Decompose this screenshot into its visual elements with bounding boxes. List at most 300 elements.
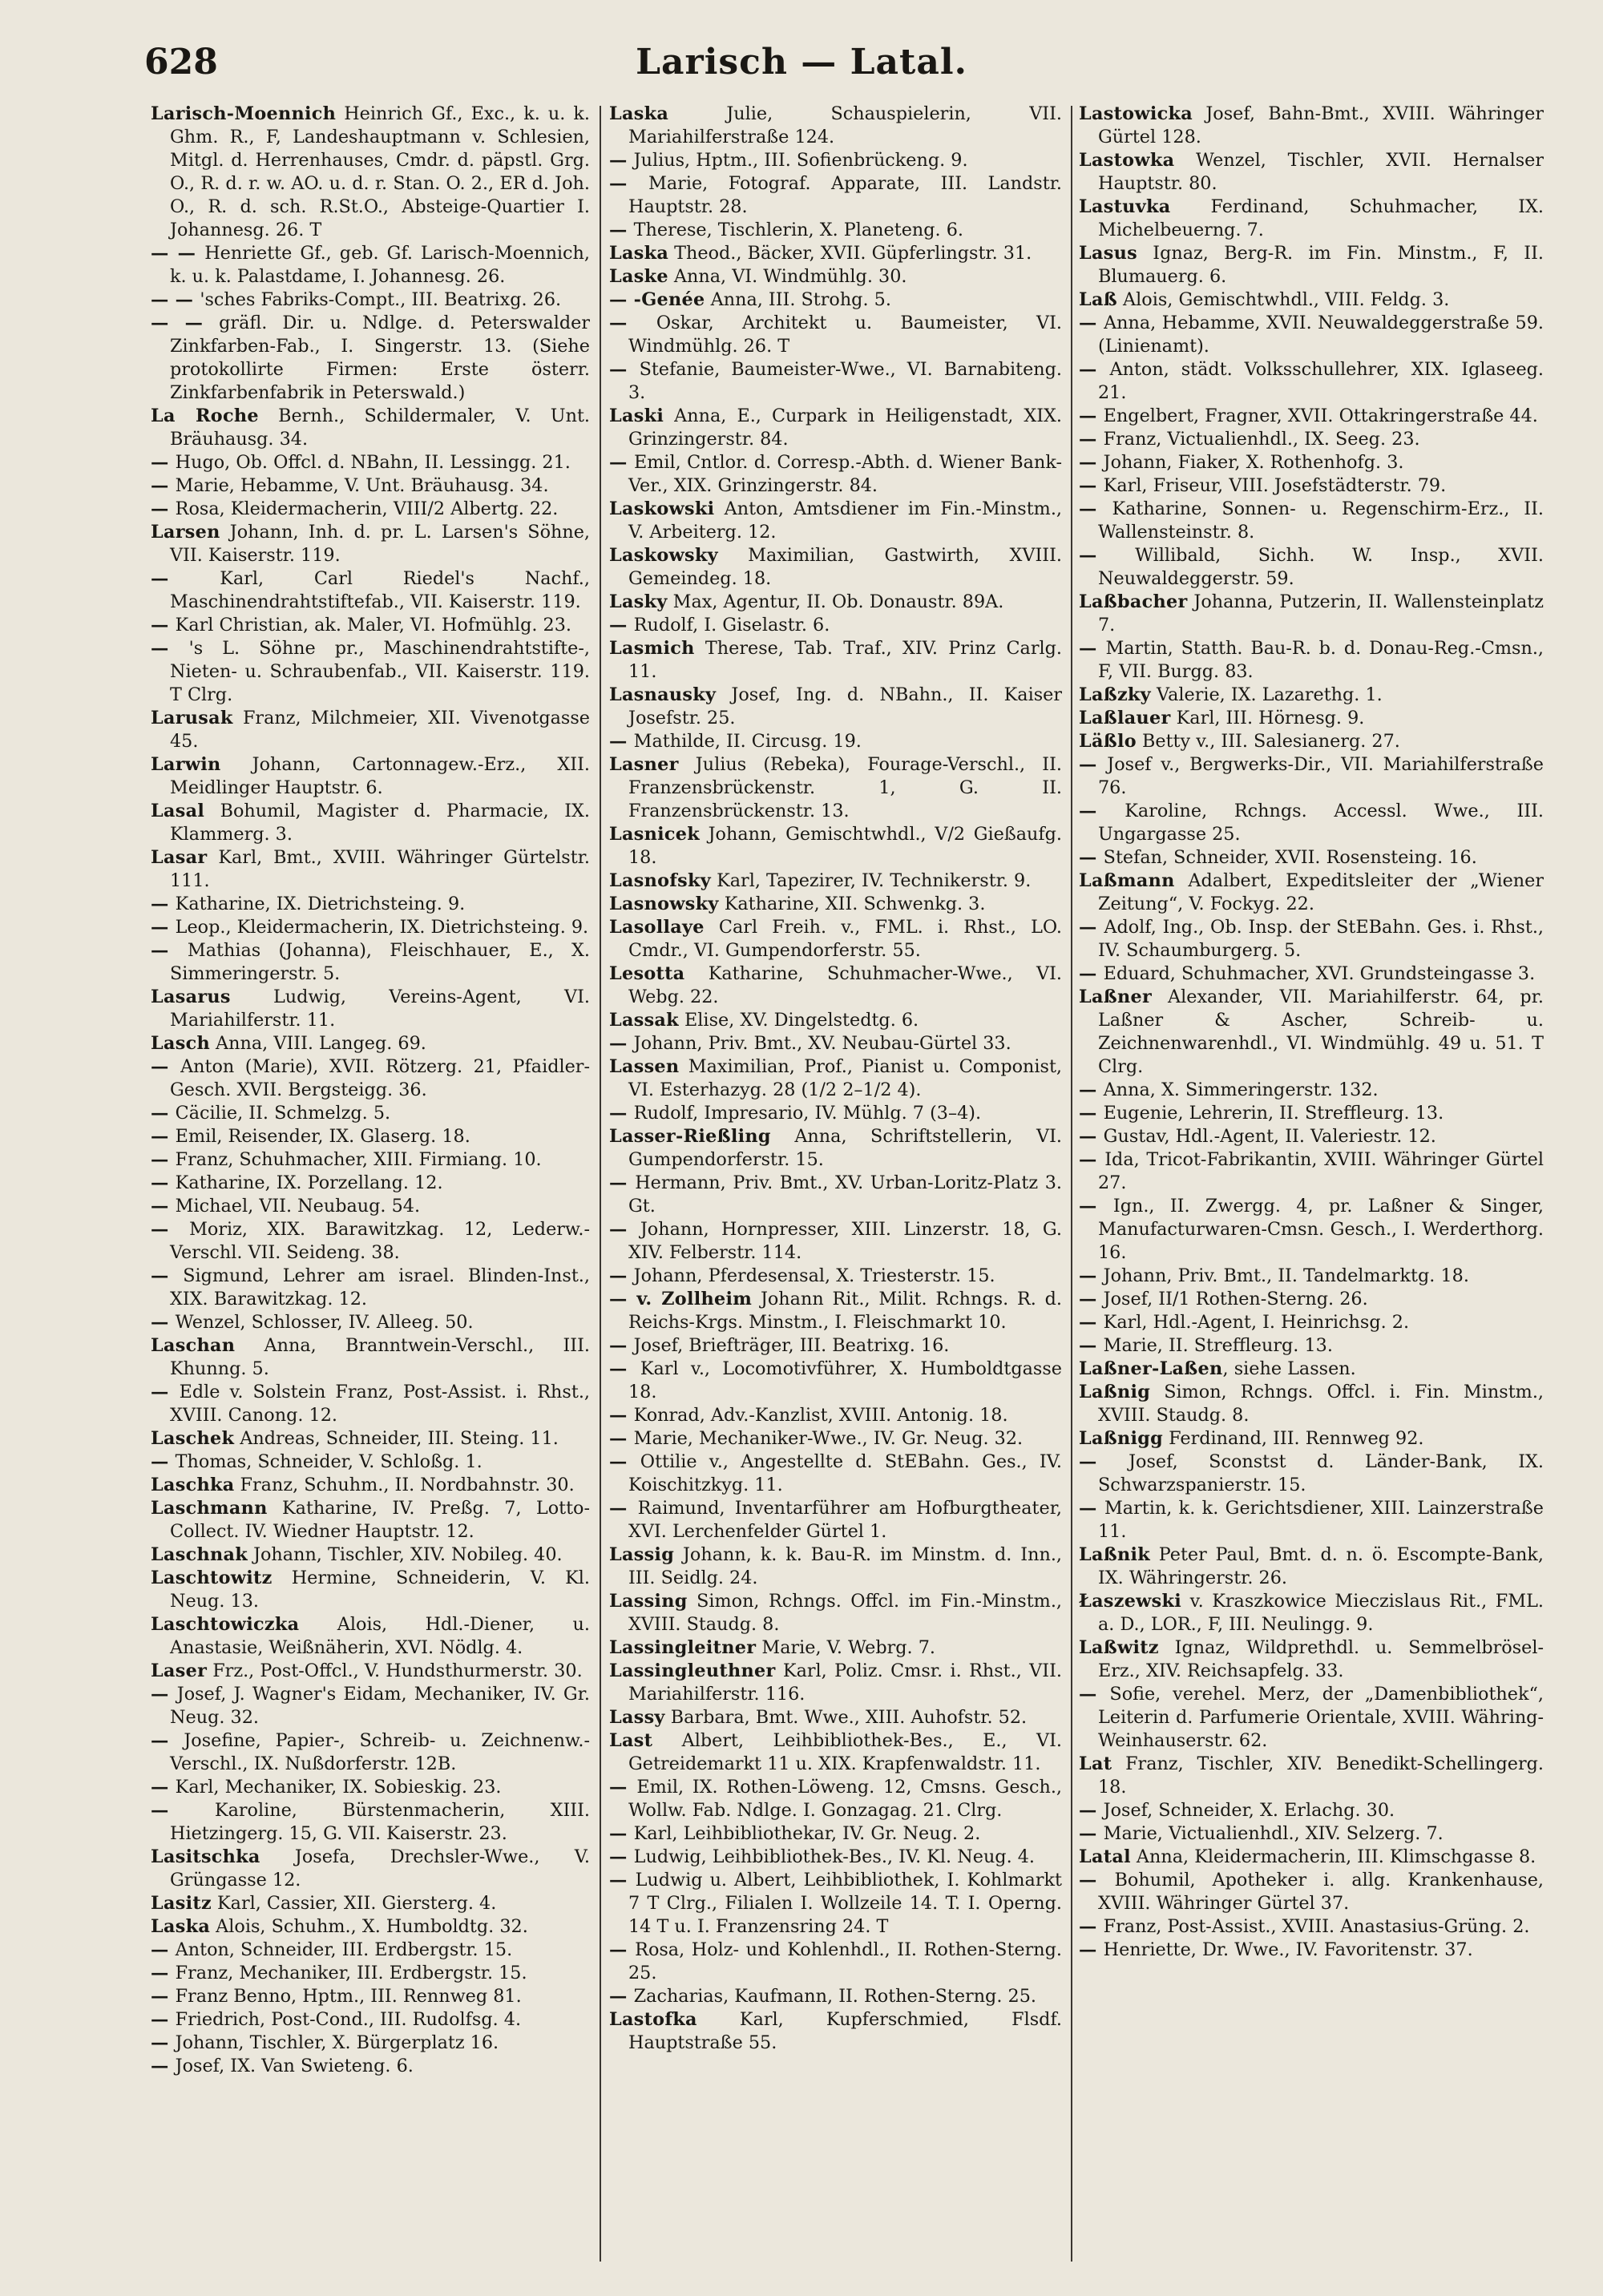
entry-details: Therese, Tischlerin, X. Planeteng. 6. bbox=[633, 220, 963, 240]
entry-details: Katharine, Schuhmacher-Wwe., VI. Webg. 22. bbox=[628, 963, 1062, 1007]
entry-surname: Lassing bbox=[609, 1591, 688, 1612]
entry-details: Rosa, Holz- und Kohlenhdl., II. Rothen-Sterng. 25. bbox=[628, 1939, 1062, 1983]
entry-surname: Laska bbox=[609, 243, 669, 264]
directory-entry bbox=[609, 1451, 1062, 1497]
directory-entry bbox=[1079, 103, 1544, 149]
directory-entry bbox=[1079, 312, 1544, 358]
entry-details: Raimund, Inventarführer am Hofburgtheater, XVI. Lerchenfelder Gürtel 1. bbox=[628, 1498, 1062, 1542]
entry-surname: Laßner bbox=[1079, 987, 1153, 1007]
directory-entry bbox=[1079, 591, 1544, 637]
directory-entry bbox=[1079, 405, 1544, 428]
directory-entry bbox=[609, 1009, 1062, 1032]
entry-details: Rudolf, Impresario, IV. Mühlg. 7 (3–4). bbox=[633, 1103, 982, 1124]
directory-entry bbox=[609, 219, 1062, 242]
directory-entry bbox=[151, 2008, 590, 2032]
directory-entry bbox=[609, 1822, 1062, 1846]
directory-entry bbox=[151, 1939, 590, 1962]
directory-entry bbox=[609, 358, 1062, 405]
entry-details: Marie, Victualienhdl., XIV. Selzerg. 7. bbox=[1103, 1823, 1444, 1844]
directory-entry bbox=[1079, 1334, 1544, 1358]
entry-details: Max, Agentur, II. Ob. Donaustr. 89A. bbox=[667, 591, 1004, 612]
directory-entry bbox=[151, 1334, 590, 1381]
directory-entry bbox=[151, 1613, 590, 1660]
entry-surname: Lasnicek bbox=[609, 824, 700, 845]
entry-surname: — bbox=[151, 894, 176, 914]
entry-details: Johanna, Putzerin, II. Wallensteinplatz 7. bbox=[1098, 591, 1544, 636]
entry-details: Therese, Tab. Traf., XIV. Prinz Carlg. 11. bbox=[628, 638, 1062, 682]
directory-entry bbox=[151, 1055, 590, 1102]
directory-entry bbox=[151, 637, 590, 707]
directory-entry bbox=[151, 1892, 590, 1915]
entry-details: 'sches Fabriks-Compt., III. Beatrixg. 26. bbox=[200, 289, 562, 310]
entry-details: Theod., Bäcker, XVII. Güpferlingstr. 31. bbox=[668, 243, 1032, 264]
entry-details: Anton (Marie), XVII. Rötzerg. 21, Pfaidler-Gesch. XVII. Bergsteigg. 36. bbox=[170, 1056, 590, 1100]
entry-surname: — bbox=[609, 1846, 634, 1867]
directory-entry bbox=[151, 1962, 590, 1985]
directory-entry bbox=[609, 753, 1062, 823]
entry-details: Hermann, Priv. Bmt., XV. Urban-Loritz-Platz 3. Gt. bbox=[628, 1172, 1062, 1217]
entry-details: Emil, Cntlor. d. Corresp.-Abth. d. Wiener Bank-Ver., XIX. Grinzingerstr. 84. bbox=[628, 452, 1062, 496]
entry-surname: — bbox=[609, 220, 634, 240]
directory-entry bbox=[151, 1148, 590, 1172]
directory-entry bbox=[1079, 1799, 1544, 1822]
entry-surname: Laßlauer bbox=[1079, 708, 1171, 728]
entry-surname: Laschmann bbox=[151, 1498, 268, 1519]
entry-details: Bohumil, Magister d. Pharmacie, IX. Klammerg. 3. bbox=[170, 801, 590, 845]
entry-surname: Lasitz bbox=[151, 1893, 212, 1914]
directory-entry bbox=[609, 591, 1062, 614]
directory-entry bbox=[151, 986, 590, 1032]
entry-details: Karl, Cassier, XII. Giersterg. 4. bbox=[211, 1893, 497, 1914]
directory-entry bbox=[151, 916, 590, 939]
entry-details: Johann, Priv. Bmt., II. Tandelmarktg. 18. bbox=[1103, 1265, 1469, 1286]
entry-surname: — bbox=[1079, 1289, 1104, 1309]
directory-entry bbox=[151, 1846, 590, 1892]
entry-details: Katharine, IV. Preßg. 7, Lotto-Collect. IV. Wiedner Hauptstr. 12. bbox=[170, 1498, 590, 1542]
entry-surname: Laßwitz bbox=[1079, 1637, 1159, 1658]
entry-surname: Lasus bbox=[1079, 243, 1137, 264]
entry-details: Johann, Fiaker, X. Rothenhofg. 3. bbox=[1103, 452, 1404, 473]
entry-details: Wenzel, Tischler, XVII. Hernalser Hauptstr. 80. bbox=[1098, 150, 1544, 194]
entry-surname: Lastofka bbox=[609, 2009, 697, 2030]
entry-surname: — bbox=[609, 1103, 634, 1124]
entry-details: Simon, Rchngs. Offcl. i. Fin. Minstm., XVIII. Staudg. 8. bbox=[1098, 1382, 1544, 1426]
directory-entry bbox=[151, 753, 590, 800]
directory-entry bbox=[1079, 986, 1544, 1079]
entry-surname: — bbox=[151, 1056, 181, 1077]
directory-entry bbox=[609, 1985, 1062, 2008]
entry-details: Ottilie v., Angestellte d. StEBahn. Ges., IV. Koischitzkyg. 11. bbox=[628, 1451, 1062, 1495]
entry-details: Maximilian, Prof., Pianist u. Componist, VI. Esterhazyg. 28 (1/2 2–1/2 4). bbox=[628, 1056, 1062, 1100]
entry-details: Johann, k. k. Bau-R. im Minstm. d. Inn., III. Seidlg. 24. bbox=[628, 1544, 1062, 1588]
entry-surname: — bbox=[609, 1870, 636, 1890]
column-divider bbox=[1071, 106, 1072, 2262]
directory-entry bbox=[1079, 358, 1544, 405]
entry-details: Franz, Tischler, XIV. Benedikt-Schellingerg. 18. bbox=[1098, 1753, 1544, 1798]
directory-entry bbox=[609, 1636, 1062, 1660]
directory-entry bbox=[609, 893, 1062, 916]
entry-surname: — bbox=[609, 452, 634, 473]
directory-entry bbox=[609, 614, 1062, 637]
entry-surname: Laska bbox=[151, 1916, 211, 1937]
directory-entry bbox=[151, 846, 590, 893]
entry-details: Katharine, IX. Porzellang. 12. bbox=[175, 1172, 443, 1193]
directory-entry bbox=[1079, 1288, 1544, 1311]
directory-entry bbox=[1079, 637, 1544, 684]
entry-surname: — bbox=[151, 2009, 176, 2030]
entry-details: Gustav, Hdl.-Agent, II. Valeriestr. 12. bbox=[1103, 1126, 1436, 1147]
entry-surname: — bbox=[151, 1382, 180, 1402]
entry-surname: Laßbacher bbox=[1079, 591, 1188, 612]
directory-entry bbox=[151, 1311, 590, 1334]
entry-details: Heinrich Gf., Exc., k. u. k. Ghm. R., F, Landeshauptmann v. Schlesien, Mitgl. d. Herrenhauses, Cmdr. d. päpstl. Grg. O., R. d. r. w. AO. u. d. r. Stan. O. 2., ER d. Joh. O., R. d. sch. R.St.O., Absteige-Quartier I. Johannesg. 26. T bbox=[170, 103, 590, 240]
entry-details: Bohumil, Apotheker i. allg. Krankenhause, XVIII. Währinger Gürtel 37. bbox=[1098, 1870, 1544, 1914]
directory-entry bbox=[609, 1590, 1062, 1636]
entry-details: Franz, Victualienhdl., IX. Seeg. 23. bbox=[1103, 429, 1420, 450]
entry-details: Anna, Kleidermacherin, III. Klimschgasse 8. bbox=[1130, 1846, 1536, 1867]
directory-entry bbox=[609, 498, 1062, 544]
entry-details: Ludwig, Vereins-Agent, VI. Mariahilferstr. 11. bbox=[170, 987, 590, 1031]
entry-surname: Lasnausky bbox=[609, 684, 717, 705]
entry-details: Leop., Kleidermacherin, IX. Dietrichsteing. 9. bbox=[175, 917, 589, 938]
entry-surname: Laßzky bbox=[1079, 684, 1151, 705]
entry-details: Alois, Gemischtwhdl., VIII. Feldg. 3. bbox=[1116, 289, 1450, 310]
directory-entry bbox=[151, 242, 590, 289]
entry-surname: — bbox=[151, 1684, 177, 1705]
column-left bbox=[151, 103, 590, 2258]
directory-entry bbox=[1079, 1311, 1544, 1334]
entry-surname: — bbox=[151, 1800, 215, 1821]
entry-details: Anton, Schneider, III. Erdbergstr. 15. bbox=[175, 1939, 513, 1960]
entry-surname: — bbox=[151, 1172, 176, 1193]
entry-details: Andreas, Schneider, III. Steing. 11. bbox=[234, 1428, 559, 1449]
entry-details: Ferdinand, III. Rennweg 92. bbox=[1163, 1428, 1424, 1449]
directory-entry bbox=[609, 149, 1062, 172]
column-middle bbox=[609, 103, 1062, 2258]
entry-details: Karl, Bmt., XVIII. Währinger Gürtelstr. 111. bbox=[170, 847, 590, 891]
entry-surname: — bbox=[609, 615, 634, 636]
directory-entry bbox=[609, 1660, 1062, 1706]
entry-details: Elise, XV. Dingelstedtg. 6. bbox=[678, 1010, 919, 1031]
entry-surname: — bbox=[1079, 545, 1136, 566]
entry-details: Anna, III. Strohg. 5. bbox=[705, 289, 891, 310]
directory-entry bbox=[609, 312, 1062, 358]
directory-entry bbox=[1079, 1822, 1544, 1846]
entry-details: Peter Paul, Bmt. d. n. ö. Escompte-Bank, IX. Währingerstr. 26. bbox=[1098, 1544, 1544, 1588]
directory-entry bbox=[609, 1055, 1062, 1102]
entry-details: Eduard, Schuhmacher, XVI. Grundsteingasse 3. bbox=[1103, 963, 1536, 984]
entry-surname: — bbox=[609, 1335, 634, 1356]
entry-details: Julius (Rebeka), Fourage-Verschl., II. Franzensbrückenstr. 1, G. II. Franzensbrückenstr. 13. bbox=[628, 754, 1062, 821]
directory-entry bbox=[1079, 149, 1544, 196]
directory-entry bbox=[609, 405, 1062, 451]
entry-surname: Laßnik bbox=[1079, 1544, 1150, 1565]
entry-details: Betty v., III. Salesianerg. 27. bbox=[1136, 731, 1400, 752]
entry-surname: Laßner-Laßen bbox=[1079, 1358, 1223, 1379]
directory-entry bbox=[1079, 1265, 1544, 1288]
directory-entry bbox=[151, 614, 590, 637]
entry-details: Frz., Post-Offcl., V. Hundsthurmerstr. 30. bbox=[207, 1660, 583, 1681]
entry-details: Franz, Milchmeier, XII. Vivenotgasse 45. bbox=[170, 708, 590, 752]
entry-details: Ida, Tricot-Fabrikantin, XVIII. Währinger Gürtel 27. bbox=[1098, 1149, 1544, 1193]
directory-entry bbox=[1079, 1939, 1544, 1962]
entry-surname: Larsen bbox=[151, 522, 220, 543]
entry-details: Michael, VII. Neubaug. 54. bbox=[175, 1196, 421, 1217]
entry-surname: — bbox=[151, 1265, 184, 1286]
entry-surname: — — bbox=[151, 313, 220, 333]
entry-details: Johann, Inh. d. pr. L. Larsen's Söhne, VII. Kaiserstr. 119. bbox=[170, 522, 590, 566]
entry-surname: — bbox=[609, 1777, 637, 1798]
directory-entry bbox=[1079, 1148, 1544, 1195]
column-right bbox=[1079, 103, 1544, 2258]
directory-entry bbox=[609, 637, 1062, 684]
entry-surname: — bbox=[1079, 1149, 1105, 1170]
directory-entry bbox=[609, 265, 1062, 289]
entry-details: , siehe Lassen. bbox=[1222, 1358, 1356, 1379]
entry-surname: — bbox=[609, 1405, 634, 1426]
directory-entry bbox=[609, 1288, 1062, 1334]
entry-surname: Lasnowsky bbox=[609, 894, 719, 914]
running-title: Larisch — Latal. bbox=[636, 42, 967, 83]
directory-entry bbox=[1079, 707, 1544, 730]
entry-details: Stefanie, Baumeister-Wwe., VI. Barnabiteng. 3. bbox=[628, 359, 1062, 403]
directory-entry bbox=[151, 451, 590, 474]
directory-entry bbox=[1079, 1753, 1544, 1799]
entry-surname: — bbox=[1079, 1498, 1104, 1519]
entry-details: Hugo, Ob. Offcl. d. NBahn, II. Lessingg. 21. bbox=[175, 452, 571, 473]
entry-surname: Lasal bbox=[151, 801, 205, 821]
entry-details: Marie, V. Webrg. 7. bbox=[756, 1637, 935, 1658]
entry-details: Franz Benno, Hptm., III. Rennweg 81. bbox=[175, 1986, 522, 2007]
directory-entry bbox=[1079, 916, 1544, 962]
entry-surname: Larusak bbox=[151, 708, 233, 728]
entry-surname: Laßmann bbox=[1079, 870, 1175, 891]
entry-surname: Lasser-Rießling bbox=[609, 1126, 771, 1147]
directory-entry bbox=[1079, 1543, 1544, 1590]
entry-surname: Laske bbox=[609, 266, 668, 287]
directory-entry bbox=[151, 1032, 590, 1055]
directory-entry bbox=[609, 1102, 1062, 1125]
entry-surname: — bbox=[609, 731, 634, 752]
column-divider bbox=[600, 106, 601, 2262]
entry-surname: Larisch-Moennich bbox=[151, 103, 337, 124]
directory-entry bbox=[151, 1451, 590, 1474]
entry-surname: La Roche bbox=[151, 406, 259, 426]
entry-surname: — bbox=[151, 568, 220, 589]
entry-surname: Laschtowiczka bbox=[151, 1614, 300, 1635]
entry-details: Karl Christian, ak. Maler, VI. Hofmühlg. 23. bbox=[175, 615, 571, 636]
entry-details: Franz, Mechaniker, III. Erdbergstr. 15. bbox=[175, 1963, 527, 1983]
entry-details: Josef, IX. Van Swieteng. 6. bbox=[175, 2056, 414, 2076]
entry-surname: — bbox=[1079, 1265, 1104, 1286]
entry-surname: Laski bbox=[609, 406, 664, 426]
directory-entry bbox=[1079, 1497, 1544, 1543]
directory-entry bbox=[1079, 1683, 1544, 1753]
entry-details: Mathias (Johanna), Fleischhauer, E., X. Simmeringerstr. 5. bbox=[170, 940, 590, 984]
entry-surname: — bbox=[1079, 1196, 1113, 1217]
entry-details: Julius, Hptm., III. Sofienbrückeng. 9. bbox=[633, 150, 968, 171]
entry-details: Konrad, Adv.-Kanzlist, XVIII. Antonig. 18. bbox=[633, 1405, 1008, 1426]
entry-surname: — bbox=[151, 1312, 176, 1333]
entry-details: Karl, Friseur, VIII. Josefstädterstr. 79. bbox=[1103, 475, 1447, 496]
directory-entry bbox=[609, 1427, 1062, 1451]
directory-entry bbox=[151, 1125, 590, 1148]
directory-entry bbox=[1079, 1590, 1544, 1636]
entry-surname: — bbox=[1079, 313, 1104, 333]
directory-entry bbox=[151, 800, 590, 846]
entry-details: Katharine, Sonnen- u. Regenschirm-Erz., II. Wallensteinstr. 8. bbox=[1098, 498, 1544, 543]
entry-surname: — bbox=[1079, 1335, 1104, 1356]
directory-entry bbox=[1079, 1636, 1544, 1683]
directory-entry bbox=[151, 2032, 590, 2055]
entry-surname: Latal bbox=[1079, 1846, 1131, 1867]
directory-entry bbox=[609, 1846, 1062, 1869]
entry-details: Johann, Hornpresser, XIII. Linzerstr. 18, G. XIV. Felberstr. 114. bbox=[628, 1219, 1062, 1263]
entry-details: Ignaz, Wildprethdl. u. Semmelbrösel-Erz., XIV. Reichsapfelg. 33. bbox=[1098, 1637, 1544, 1681]
directory-entry bbox=[1079, 730, 1544, 753]
directory-entry bbox=[151, 1381, 590, 1427]
entry-surname: — bbox=[151, 615, 176, 636]
entry-details: Friedrich, Post-Cond., III. Rudolfsg. 4. bbox=[175, 2009, 522, 2030]
entry-surname: Läßlo bbox=[1079, 731, 1137, 752]
directory-entry bbox=[609, 962, 1062, 1009]
entry-surname: — bbox=[151, 1939, 176, 1960]
directory-entry bbox=[1079, 451, 1544, 474]
entry-details: Josef, II/1 Rothen-Sterng. 26. bbox=[1103, 1289, 1368, 1309]
entry-surname: — bbox=[609, 1172, 636, 1193]
entry-details: Julie, Schauspielerin, VII. Mariahilferstraße 124. bbox=[628, 103, 1062, 147]
entry-surname: — bbox=[1079, 847, 1104, 868]
entry-surname: Laßnig bbox=[1079, 1382, 1151, 1402]
entry-surname: — — bbox=[151, 289, 200, 310]
entry-details: Stefan, Schneider, XVII. Rosensteing. 16. bbox=[1103, 847, 1477, 868]
directory-entry bbox=[1079, 684, 1544, 707]
entry-surname: Lasky bbox=[609, 591, 668, 612]
directory-entry bbox=[151, 567, 590, 614]
directory-entry bbox=[609, 1358, 1062, 1404]
entry-surname: — bbox=[1079, 1916, 1104, 1937]
entry-details: Franz, Schuhm., II. Nordbahnstr. 30. bbox=[234, 1475, 575, 1495]
directory-entry bbox=[151, 289, 590, 312]
directory-entry bbox=[1079, 1381, 1544, 1427]
entry-surname: — bbox=[1079, 1684, 1110, 1705]
entry-surname: — bbox=[1079, 452, 1104, 473]
entry-details: Karl, Kupferschmied, Flsdf. Hauptstraße 55. bbox=[628, 2009, 1062, 2053]
directory-entry bbox=[1079, 800, 1544, 846]
directory-entry bbox=[151, 521, 590, 567]
entry-details: Hermine, Schneiderin, V. Kl. Neug. 13. bbox=[170, 1568, 590, 1612]
entry-details: Wenzel, Schlosser, IV. Alleeg. 50. bbox=[175, 1312, 474, 1333]
directory-entry bbox=[609, 1404, 1062, 1427]
entry-details: Martin, Statth. Bau-R. b. d. Donau-Reg.-Cmsn., F, VII. Burgg. 83. bbox=[1098, 638, 1544, 682]
entry-details: Anna, VIII. Langeg. 69. bbox=[209, 1033, 426, 1054]
directory-entry bbox=[151, 1660, 590, 1683]
entry-details: Anna, VI. Windmühlg. 30. bbox=[668, 266, 907, 287]
entry-surname: — bbox=[151, 917, 176, 938]
entry-details: Alois, Schuhm., X. Humboldtg. 32. bbox=[210, 1916, 528, 1937]
entry-surname: — bbox=[151, 475, 176, 496]
entry-details: Katharine, IX. Dietrichsteing. 9. bbox=[175, 894, 466, 914]
entry-details: Cäcilie, II. Schmelzg. 5. bbox=[175, 1103, 391, 1124]
entry-details: Karl, Carl Riedel's Nachf., Maschinendrahtstiftefab., VII. Kaiserstr. 119. bbox=[170, 568, 590, 612]
entry-details: Josefine, Papier-, Schreib- u. Zeichnenw.-Verschl., IX. Nußdorferstr. 12B. bbox=[170, 1730, 590, 1774]
entry-surname: — bbox=[609, 1823, 634, 1844]
entry-details: Josef, J. Wagner's Eidam, Mechaniker, IV. Gr. Neug. 32. bbox=[170, 1684, 590, 1728]
entry-details: Karl, Mechaniker, IX. Sobieskig. 23. bbox=[175, 1777, 502, 1798]
entry-surname: — bbox=[151, 638, 189, 659]
entry-surname: Lassak bbox=[609, 1010, 679, 1031]
entry-surname: — bbox=[151, 1777, 176, 1798]
entry-details: Johann, Tischler, XIV. Nobileg. 40. bbox=[247, 1544, 563, 1565]
entry-details: Johann, Cartonnagew.-Erz., XII. Meidlinger Hauptstr. 6. bbox=[170, 754, 590, 798]
entry-surname: — bbox=[1079, 1870, 1115, 1890]
directory-entry bbox=[609, 1869, 1062, 1939]
entry-surname: — bbox=[1079, 1939, 1104, 1960]
entry-surname: Lasch bbox=[151, 1033, 210, 1054]
entry-surname: Laßnigg bbox=[1079, 1428, 1164, 1449]
entry-surname: — bbox=[609, 1986, 634, 2007]
entry-surname: — bbox=[1079, 475, 1104, 496]
entry-details: Thomas, Schneider, V. Schloßg. 1. bbox=[175, 1451, 483, 1472]
entry-surname: — — bbox=[151, 243, 205, 264]
entry-surname: — bbox=[151, 940, 188, 961]
entry-surname: Lassen bbox=[609, 1056, 680, 1077]
entry-surname: — bbox=[1079, 638, 1106, 659]
entry-surname: Lastuvka bbox=[1079, 196, 1171, 217]
entry-surname: — bbox=[1079, 429, 1104, 450]
entry-surname: — bbox=[151, 2032, 176, 2053]
entry-details: Josef, Briefträger, III. Beatrixg. 16. bbox=[633, 1335, 950, 1356]
entry-surname: Lesotta bbox=[609, 963, 685, 984]
directory-entry bbox=[1079, 1915, 1544, 1939]
directory-entry bbox=[609, 1334, 1062, 1358]
entry-details: Johann, Priv. Bmt., XV. Neubau-Gürtel 33. bbox=[633, 1033, 1011, 1054]
directory-entry bbox=[609, 289, 1062, 312]
entry-details: Henriette Gf., geb. Gf. Larisch-Moennich, k. u. k. Palastdame, I. Johannesg. 26. bbox=[170, 243, 590, 287]
directory-entry bbox=[151, 939, 590, 986]
entry-surname: — -Genée bbox=[609, 289, 705, 310]
directory-entry bbox=[151, 1265, 590, 1311]
entry-details: Karoline, Rchngs. Accessl. Wwe., III. Ungargasse 25. bbox=[1098, 801, 1544, 845]
entry-details: Anna, Hebamme, XVII. Neuwaldeggerstraße 59. (Linienamt). bbox=[1098, 313, 1544, 357]
entry-surname: — bbox=[609, 1498, 638, 1519]
entry-surname: Larwin bbox=[151, 754, 221, 775]
directory-entry bbox=[609, 1125, 1062, 1172]
entry-surname: Lasar bbox=[151, 847, 208, 868]
directory-entry bbox=[151, 103, 590, 242]
directory-entry bbox=[151, 1172, 590, 1195]
entry-details: Josef v., Bergwerks-Dir., VII. Mariahilferstraße 76. bbox=[1098, 754, 1544, 798]
entry-details: Josef, Ing. d. NBahn., II. Kaiser Josefstr. 25. bbox=[628, 684, 1062, 728]
directory-entry bbox=[151, 1543, 590, 1567]
entry-details: Rosa, Kleidermacherin, VIII/2 Albertg. 22. bbox=[175, 498, 559, 519]
entry-surname: — bbox=[609, 1451, 640, 1472]
directory-entry bbox=[609, 1706, 1062, 1729]
entry-surname: Laskowsky bbox=[609, 545, 718, 566]
entry-surname: — bbox=[1079, 359, 1110, 380]
entry-details: Marie, II. Streffleurg. 13. bbox=[1103, 1335, 1333, 1356]
entry-surname: — bbox=[1079, 406, 1104, 426]
directory-entry bbox=[609, 451, 1062, 498]
directory-entry bbox=[151, 1195, 590, 1218]
entry-surname: Last bbox=[609, 1730, 653, 1751]
entry-details: Valerie, IX. Lazarethg. 1. bbox=[1150, 684, 1383, 705]
directory-entry bbox=[609, 2008, 1062, 2055]
entry-surname: — bbox=[609, 1265, 634, 1286]
entry-surname: Łaszewski bbox=[1079, 1591, 1182, 1612]
entry-surname: — bbox=[1079, 963, 1104, 984]
directory-entry bbox=[609, 172, 1062, 219]
